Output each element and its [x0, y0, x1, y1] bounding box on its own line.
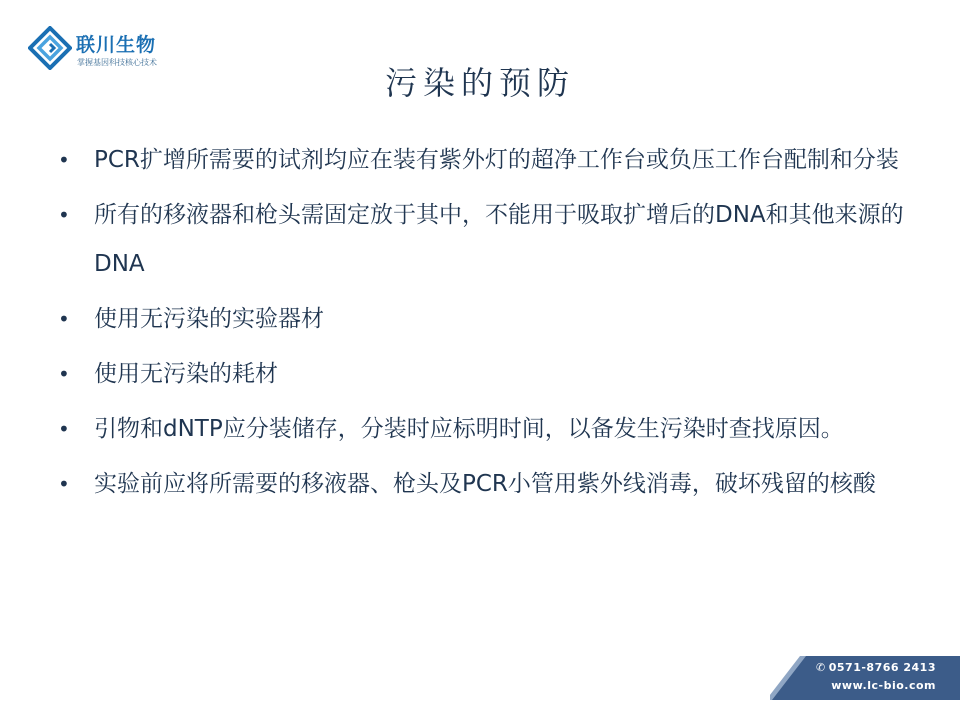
bullet-text: 实验前应将所需要的移液器、枪头及PCR小管用紫外线消毒，破坏残留的核酸: [94, 471, 876, 497]
phone-icon: ✆: [816, 661, 826, 674]
footer-phone-number: 0571-8766 2413: [828, 661, 936, 674]
bullet-text: 引物和dNTP应分装储存，分装时应标明时间，以备发生污染时查找原因。: [94, 416, 844, 442]
bullet-dot-icon: •: [58, 307, 70, 331]
bullet-list: [58, 136, 928, 515]
logo-tagline: 掌握基因科技核心技术: [77, 58, 157, 67]
bullet-dot-icon: •: [58, 417, 70, 441]
slide-title: 污染的预防: [384, 64, 575, 102]
bullet-text: 所有的移液器和枪头需固定放于其中，不能用于吸取扩增后的DNA和其他来源的DNA: [94, 202, 904, 277]
bullet-item: [58, 191, 928, 289]
footer-website: www.lc-bio.com: [831, 679, 936, 692]
contact-footer: [770, 656, 960, 700]
bullet-item: [58, 136, 928, 185]
bullet-text: PCR扩增所需要的试剂均应在装有紫外灯的超净工作台或负压工作台配制和分装: [94, 147, 899, 173]
bullet-dot-icon: •: [58, 472, 70, 496]
bullet-dot-icon: •: [58, 148, 70, 172]
bullet-item: [58, 350, 928, 399]
bullet-text: 使用无污染的实验器材: [94, 306, 324, 332]
footer-phone: [816, 661, 936, 674]
bullet-text: 使用无污染的耗材: [94, 361, 278, 387]
bullet-item: [58, 405, 928, 454]
logo-company-name: 联川生物: [76, 34, 157, 56]
bullet-item: [58, 295, 928, 344]
bullet-dot-icon: •: [58, 362, 70, 386]
bullet-item: [58, 460, 928, 509]
bullet-dot-icon: •: [58, 203, 70, 227]
